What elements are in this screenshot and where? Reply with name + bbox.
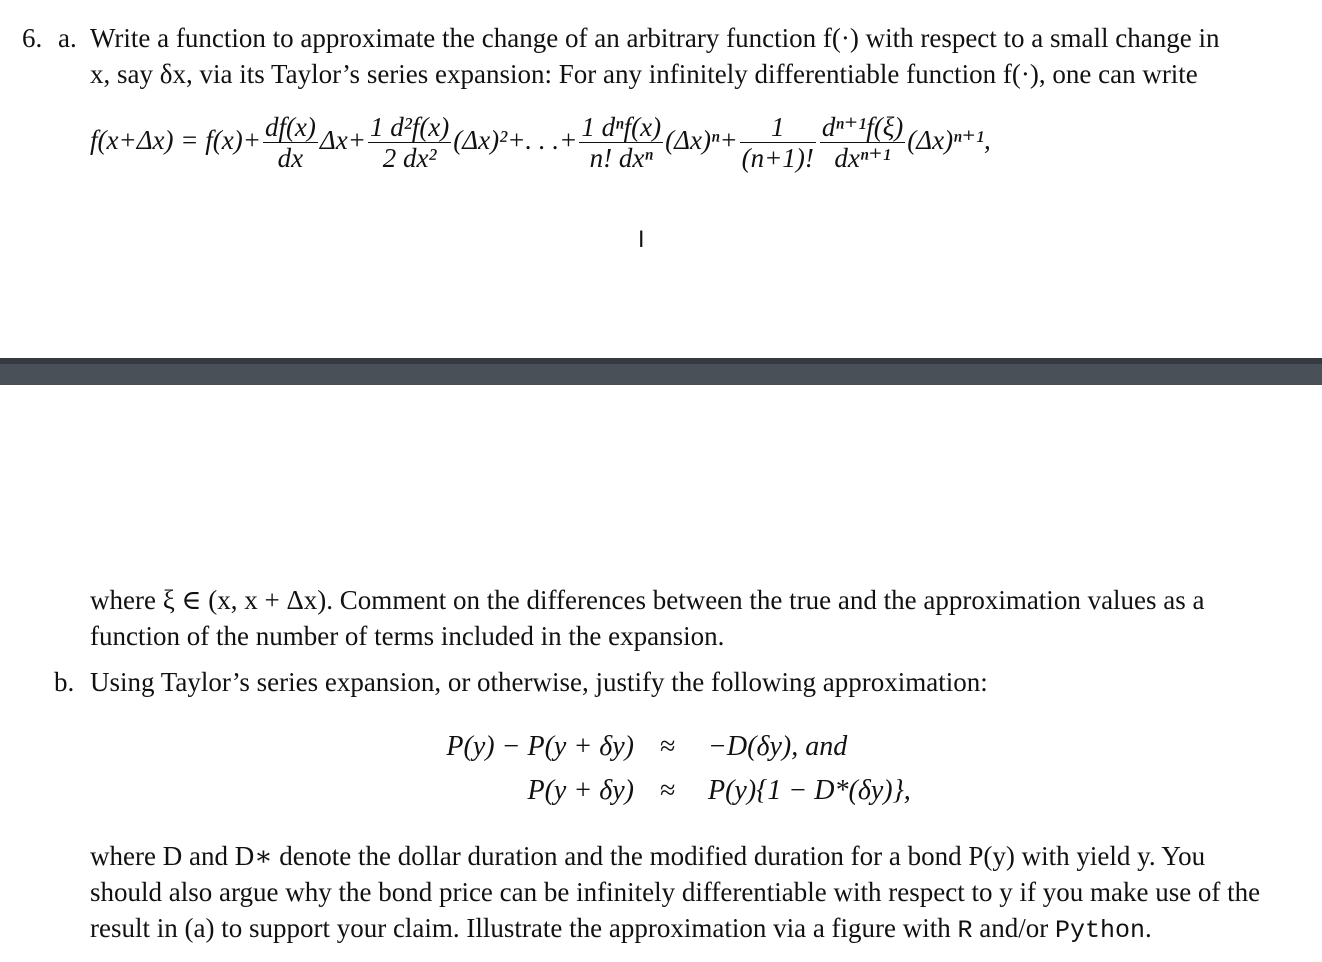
part-a-label: a. xyxy=(58,23,77,53)
formula-frac-4: $\frac{1}{(n+1)!}$ xyxy=(741,112,814,174)
text-cursor-icon: I xyxy=(638,228,645,253)
eq2-rhs: P(y){1 − D*(δy)}, xyxy=(708,775,911,806)
formula-tail-5: (Δx)ⁿ⁺¹, xyxy=(907,125,991,155)
tail-line-3 xyxy=(90,910,1152,949)
question-number: 6. xyxy=(22,23,43,53)
tail-line-3-and: and/or xyxy=(979,913,1049,943)
eq1-lhs: P(y) − P(y + δy) xyxy=(446,731,634,762)
page-divider xyxy=(0,358,1322,385)
formula-tail-1: Δx+ xyxy=(319,125,366,155)
eq1-rhs: −D(δy), and xyxy=(708,731,848,762)
tail-line-3-end: . xyxy=(1145,913,1152,943)
eq1-rel: ≈ xyxy=(660,731,676,762)
tail-line-1: where D and D∗ denote the dollar duration and the modified duration for a bond P(y) with yield y. You xyxy=(90,841,1206,871)
python-language-label: Python xyxy=(1055,916,1146,945)
formula-frac-3: $\frac{\text{1 dⁿf(x)}}{\text{n! dxⁿ}}$ xyxy=(581,112,662,174)
where-line-2: function of the number of terms included in the expansion. xyxy=(90,621,725,651)
part-b-line: Using Taylor’s series expansion, or otherwise, justify the following approximation: xyxy=(90,667,988,697)
taylor-formula xyxy=(90,110,991,173)
eq2-rel: ≈ xyxy=(660,775,676,806)
part-a-line-2: x, say δx, via its Taylor’s series expansion: For any infinitely differentiable function f(·), one can write xyxy=(90,59,1198,89)
formula-frac-5: $\frac{\text{dⁿ⁺¹f(ξ)}}{\text{dxⁿ⁺¹}}$ xyxy=(821,112,904,174)
tail-line-2: should also argue why the bond price can be infinitely differentiable with respect to y if you make use of the xyxy=(90,877,1261,907)
formula-frac-2: $\frac{\text{1 d²f(x)}}{\text{2 dx²}}$ xyxy=(369,112,450,174)
r-language-label: R xyxy=(957,916,973,945)
tail-line-3-text: result in (a) to support your claim. Illustrate the approximation via a figure with xyxy=(90,913,951,943)
eq2-lhs: P(y + δy) xyxy=(527,775,634,806)
part-b-label: b. xyxy=(54,667,75,697)
part-a-line-1: Write a function to approximate the change of an arbitrary function f(·) with respect to a small change in xyxy=(90,23,1220,53)
formula-frac-1: $\frac{df(x)}{dx}$ xyxy=(264,112,316,174)
formula-tail-3: (Δx)ⁿ+ xyxy=(665,125,738,155)
where-line-1: where ξ ∈ (x, x + Δx). Comment on the differences between the true and the approximation values as a xyxy=(90,585,1205,615)
formula-tail-2: (Δx)²+. . .+ xyxy=(453,125,578,155)
formula-lhs: f(x+Δx) = f(x)+ xyxy=(90,125,261,155)
